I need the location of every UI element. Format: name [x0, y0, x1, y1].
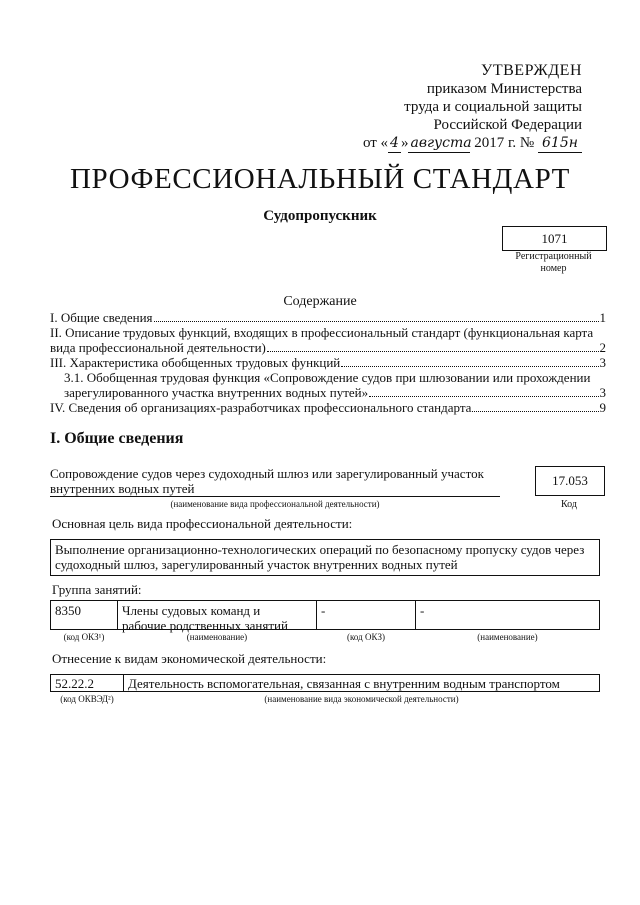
caption-okz-name: (наименование) [186, 632, 248, 642]
caption-okved-code: (код ОКВЭД²) [60, 694, 114, 704]
toc-item [50, 325, 606, 355]
date-day: 4 [390, 135, 399, 151]
caption-okz-code: (код ОКЗ¹) [63, 632, 105, 642]
group-name2-cell: - [415, 600, 600, 630]
activity-name-line1: Сопровождение судов через судоходный шлюз или зарегулированный участок [50, 466, 484, 481]
group-label: Группа занятий: [52, 582, 142, 597]
approval-line1: приказом Министерства [426, 81, 582, 97]
goal-text-line1: Выполнение организационно-технологических операций по безопасному пропуску судов через [55, 542, 585, 557]
group-name-cell [117, 600, 317, 633]
order-number: 615н [538, 134, 582, 153]
approval-block [322, 62, 582, 153]
okved-code-cell: 52.22.2 [50, 674, 124, 692]
toc-item-text: III. Характеристика обобщенных трудовых функций [50, 355, 341, 370]
registration-number-box: 1071 [502, 226, 607, 251]
toc-item-text: вида профессиональной деятельности) [50, 340, 266, 355]
caption-okz-code2: (код ОКЗ) [347, 632, 385, 642]
registration-label [502, 251, 605, 275]
toc-item-page: 9 [599, 400, 606, 415]
goal-label: Основная цель вида профессиональной деятельности: [52, 516, 353, 531]
group-code2-cell: - [316, 600, 416, 630]
toc-item-page: 2 [599, 340, 606, 355]
toc-title: Содержание [283, 294, 357, 309]
approval-date [322, 134, 582, 153]
toc-item [50, 355, 606, 370]
activity-code-caption: Код [561, 499, 577, 510]
caption-okved-name: (наименование вида экономической деятельности) [264, 694, 459, 704]
econ-label: Отнесение к видам экономической деятельности: [52, 651, 327, 666]
date-year: 2017 г. № [474, 135, 535, 151]
approval-head: УТВЕРЖДЕН [481, 62, 582, 79]
approval-line3: Российской Федерации [433, 117, 582, 133]
toc-item-text: 3.1. Обобщенная трудовая функция «Сопровождение судов при шлюзовании или прохождении [64, 370, 591, 385]
toc-item-page: 1 [599, 310, 606, 325]
registration-label-line2: номер [540, 263, 567, 274]
date-mid: » [400, 135, 409, 151]
group-name-line2: рабочие родственных занятий [122, 618, 288, 633]
goal-text-line2: судоходный шлюз, зарегулированный участок внутренних водных путей [55, 557, 458, 572]
toc-item-text: II. Описание трудовых функций, входящих в профессиональный стандарт (функциональная карта [50, 325, 594, 340]
page-subtitle: Судопропускник [263, 208, 377, 224]
toc-item [50, 400, 606, 415]
table-of-contents [50, 310, 606, 415]
toc-item-page: 3 [599, 385, 606, 400]
activity-name-line2: внутренних водных путей [50, 481, 195, 496]
activity-caption: (наименование вида профессиональной деятельности) [170, 499, 380, 509]
caption-okz-name2: (наименование) [477, 632, 538, 642]
group-name-line1: Члены судовых команд и [122, 603, 261, 618]
registration-label-line1: Регистрационный [515, 251, 592, 262]
activity-name [50, 466, 500, 497]
date-prefix: от « [362, 135, 389, 151]
toc-item-text: зарегулированного участка внутренних водных путей» [64, 385, 369, 400]
okved-name-cell: Деятельность вспомогательная, связанная с внутренним водным транспортом [123, 674, 600, 692]
toc-item [50, 370, 606, 400]
toc-item-text: IV. Сведения об организациях-разработчиках профессионального стандарта [50, 400, 472, 415]
approval-line2: труда и социальной защиты [404, 99, 582, 115]
activity-code-box: 17.053 [535, 466, 605, 496]
toc-item-page: 3 [599, 355, 606, 370]
toc-item [50, 310, 606, 325]
group-code-cell: 8350 [50, 600, 118, 630]
toc-item-text: I. Общие сведения [50, 310, 153, 325]
date-month: августа [410, 135, 472, 151]
page-title: ПРОФЕССИОНАЛЬНЫЙ СТАНДАРТ [70, 163, 570, 195]
section-heading: I. Общие сведения [50, 430, 184, 447]
goal-box [50, 539, 600, 576]
